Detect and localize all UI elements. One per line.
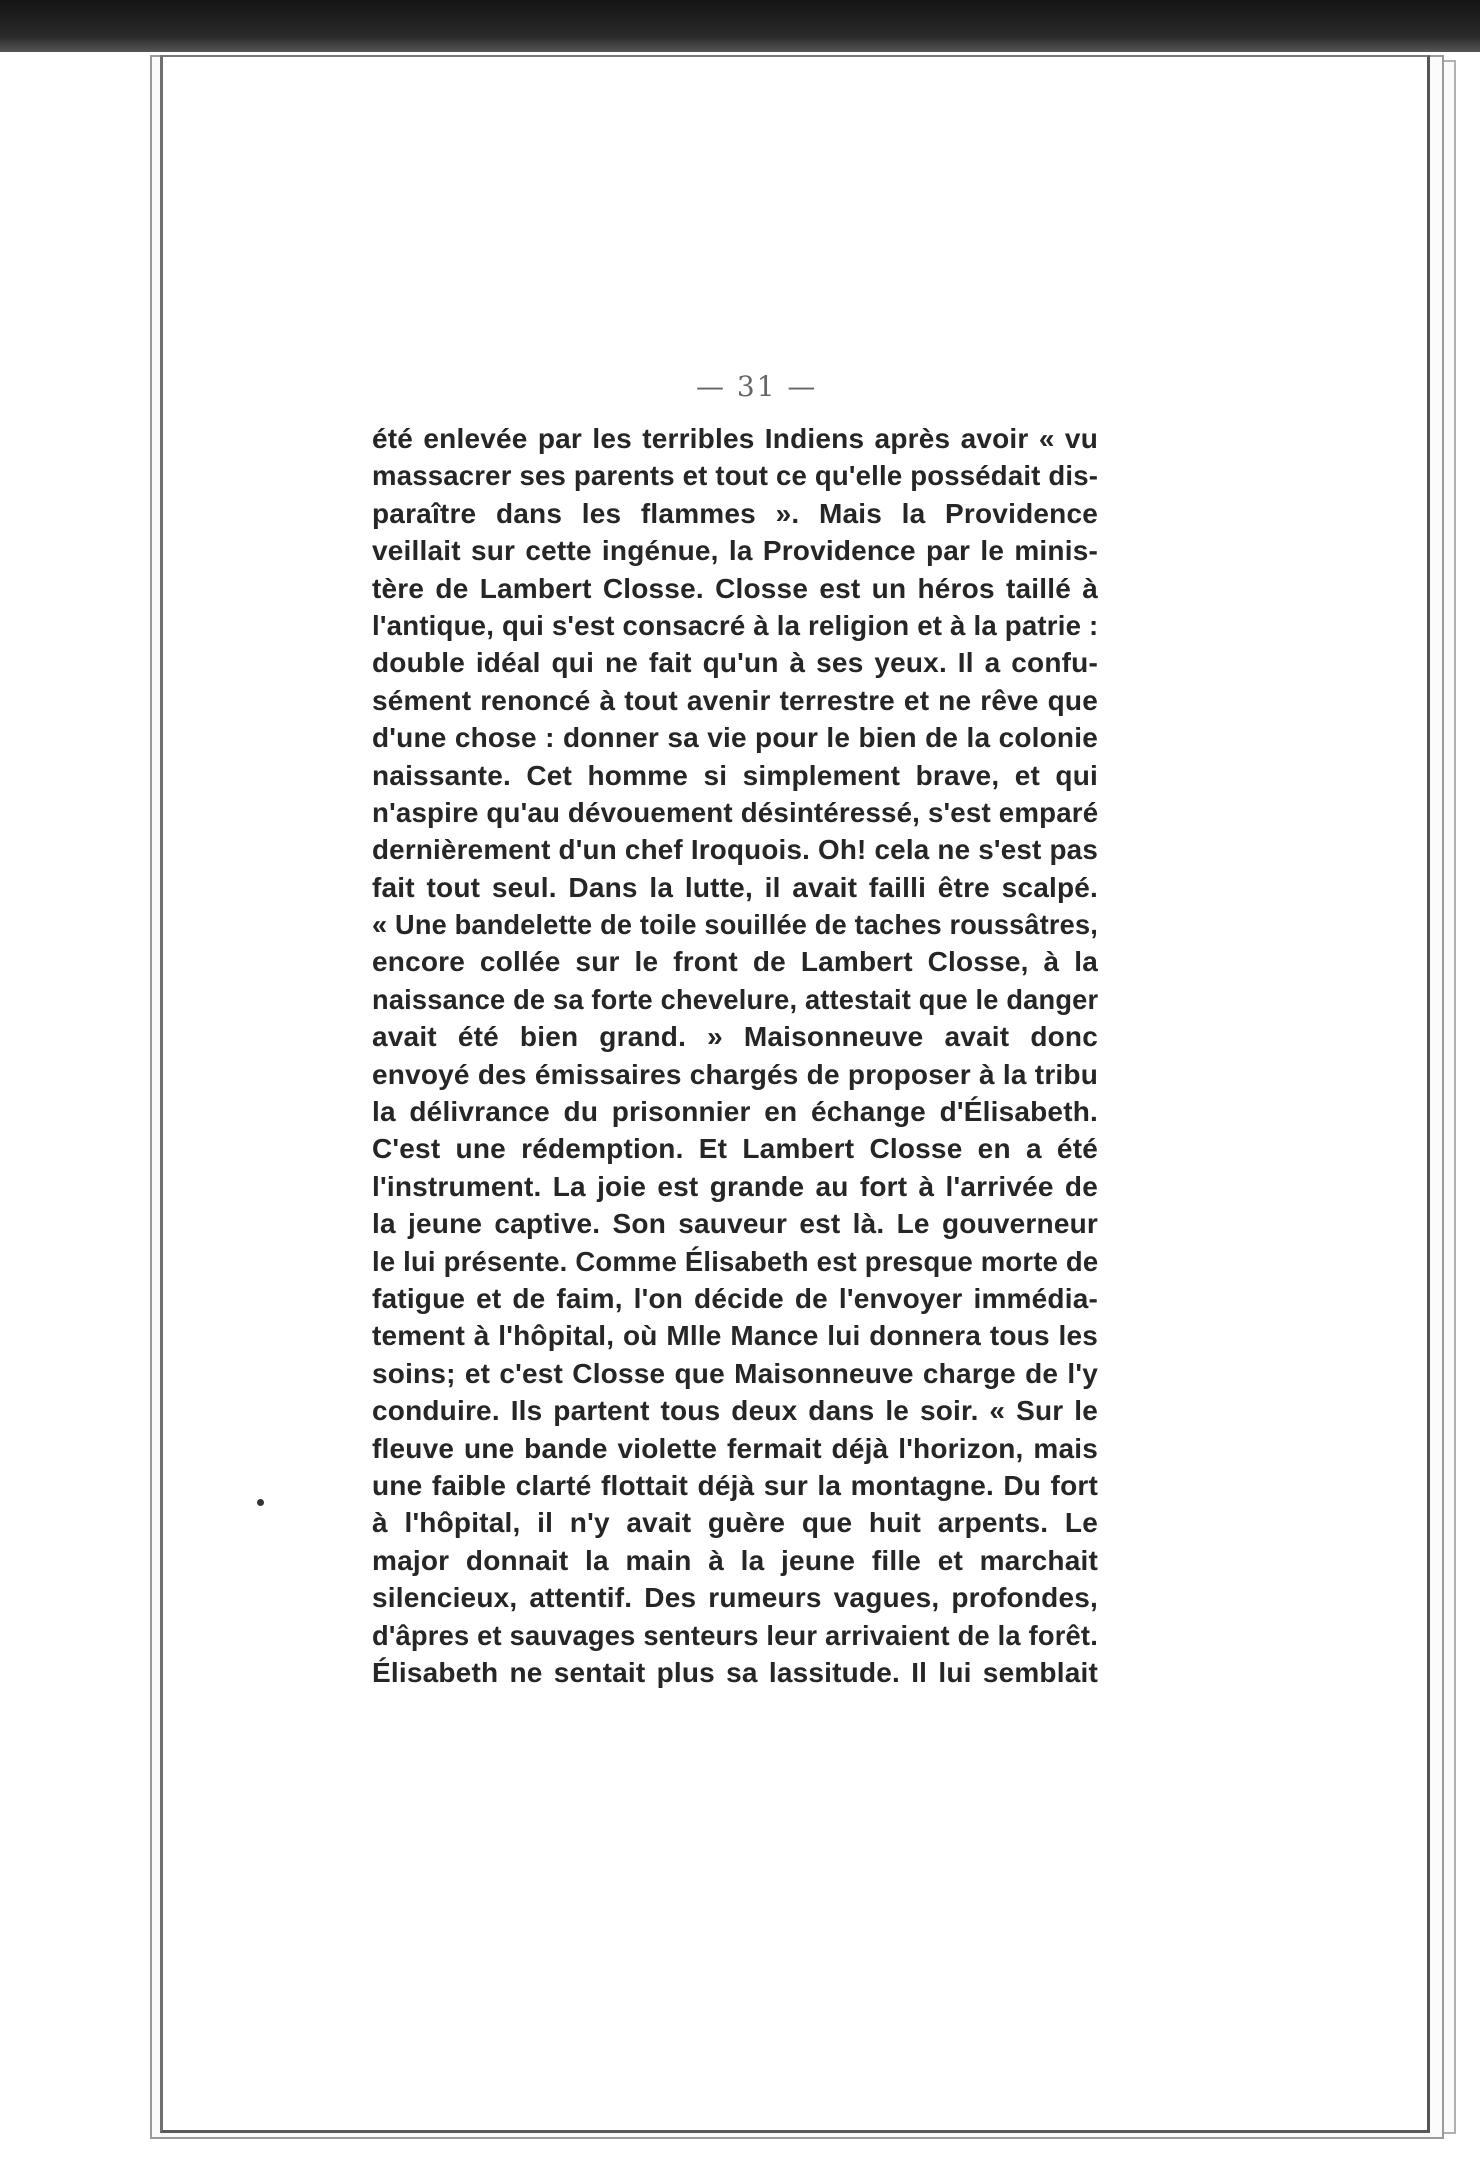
text-line: tère de Lambert Closse. Closse est un héros taillé à [372, 572, 1098, 604]
text-line: tement à l'hôpital, où Mlle Mance lui donnera tous les [372, 1320, 1098, 1352]
text-line: silencieux, attentif. Des rumeurs vagues, profondes, [372, 1582, 1098, 1614]
text-line: avait été bien grand. » Maisonneuve avait donc [372, 1021, 1098, 1053]
body-text [372, 420, 1098, 1691]
text-line: major donnait la main à la jeune fille et marchait [372, 1544, 1098, 1576]
text-line: naissance de sa forte chevelure, attestait que le danger [372, 983, 1099, 1015]
text-line: dernièrement d'un chef Iroquois. Oh! cela ne s'est pas [372, 834, 1098, 866]
text-line: d'âpres et sauvages senteurs leur arrivaient de la forêt. [372, 1619, 1098, 1651]
text-line: fleuve une bande violette fermait déjà l'horizon, mais [372, 1432, 1098, 1464]
text-line: sément renoncé à tout avenir terrestre et ne rêve que [372, 684, 1098, 716]
text-line: n'aspire qu'au dévouement désintéressé, s'est emparé [372, 796, 1099, 828]
text-line: la jeune captive. Son sauveur est là. Le gouverneur [372, 1208, 1098, 1240]
text-line: Élisabeth ne sentait plus sa lassitude. Il lui semblait [372, 1656, 1098, 1688]
text-line: naissante. Cet homme si simplement brave, et qui [372, 759, 1098, 791]
text-line: le lui présente. Comme Élisabeth est presque morte de [372, 1245, 1099, 1277]
text-line: double idéal qui ne fait qu'un à ses yeux. Il a confu- [372, 647, 1098, 679]
text-line: une faible clarté flottait déjà sur la montagne. Du fort [372, 1469, 1098, 1501]
text-line: été enlevée par les terribles Indiens après avoir « vu [372, 423, 1098, 454]
text-line: encore collée sur le front de Lambert Closse, à la [372, 946, 1098, 978]
text-line: l'instrument. La joie est grande au fort à l'arrivée de [372, 1170, 1098, 1202]
text-line: d'une chose : donner sa vie pour le bien de la colonie [372, 722, 1098, 754]
text-line: C'est une rédemption. Et Lambert Closse en a été [372, 1133, 1098, 1165]
text-line: la délivrance du prisonnier en échange d'Élisabeth. [372, 1096, 1098, 1128]
text-line: fatigue et de faim, l'on décide de l'envoyer immédia- [372, 1282, 1098, 1314]
text-line: l'antique, qui s'est consacré à la religion et à la patrie : [372, 609, 1099, 641]
scanner-border [0, 0, 1480, 52]
text-line: soins; et c'est Closse que Maisonneuve charge de l'y [372, 1357, 1098, 1389]
text-line: paraître dans les flammes ». Mais la Providence [372, 497, 1098, 529]
text-line: fait tout seul. Dans la lutte, il avait failli être scalpé. [372, 871, 1098, 903]
text-line: conduire. Ils partent tous deux dans le soir. « Sur le [372, 1395, 1098, 1427]
text-line: massacrer ses parents et tout ce qu'elle possédait dis- [372, 460, 1099, 492]
text-line: à l'hôpital, il n'y avait guère que huit arpents. Le [372, 1507, 1098, 1539]
ink-spot [257, 1499, 264, 1506]
text-line: « Une bandelette de toile souillée de taches roussâtres, [372, 909, 1098, 941]
text-line: envoyé des émissaires chargés de proposer à la tribu [372, 1058, 1098, 1090]
text-line: veillait sur cette ingénue, la Providence par le minis- [372, 535, 1098, 567]
page-number: — 31 — [696, 370, 818, 403]
